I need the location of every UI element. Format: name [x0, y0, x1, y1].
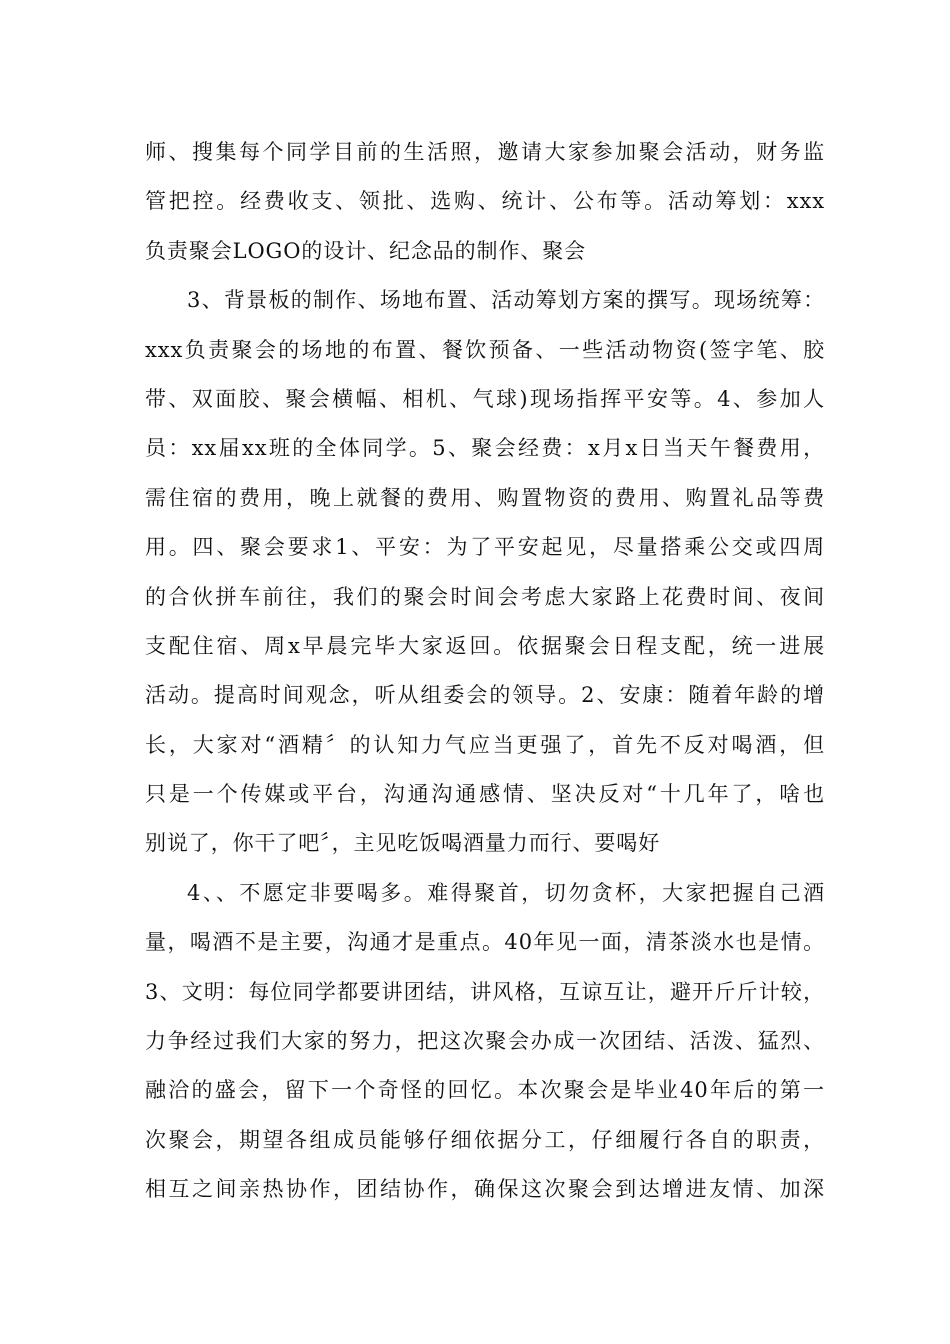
text-line: 3、背景板的制作、场地布置、活动筹划方案的撰写。现场统筹：	[187, 288, 825, 313]
text-line: 4、、不愿定非要喝多。难得聚首，切勿贪杯，大家把握自己酒	[187, 880, 825, 905]
text-line: 3、文明：每位同学都要讲团结，讲风格，互谅互让，避开斤斤计较，	[145, 979, 825, 1004]
text-line: 的合伙拼车前往，我们的聚会时间会考虑大家路上花费时间、夜间	[145, 584, 825, 609]
text-line: 量，喝酒不是主要，沟通才是重点。40年见一面，清茶淡水也是情。	[145, 930, 825, 955]
text-line: xxx负责聚会的场地的布置、餐饮预备、一些活动物资(签字笔、胶	[145, 337, 825, 362]
text-line: 力争经过我们大家的努力，把这次聚会办成一次团结、活泼、猛烈、	[145, 1029, 825, 1054]
text-line: 管把控。经费收支、领批、选购、统计、公布等。活动筹划：xxx	[145, 189, 825, 214]
text-line: 需住宿的费用，晚上就餐的费用、购置物资的费用、购置礼品等费	[145, 485, 825, 510]
text-line: 别说了，你干了吧〞，主见吃饭喝酒量力而行、要喝好	[145, 831, 661, 856]
text-line: 长，大家对“酒精〞的认知力气应当更强了，首先不反对喝酒，但	[145, 732, 825, 757]
text-line: 师、搜集每个同学目前的生活照，邀请大家参加聚会活动，财务监	[145, 140, 825, 164]
text-line: 活动。提高时间观念，听从组委会的领导。2、安康：随着年龄的增	[145, 683, 825, 708]
text-line: 融洽的盛会，留下一个奇怪的回忆。本次聚会是毕业40年后的第一	[145, 1078, 825, 1103]
text-line: 次聚会，期望各组成员能够仔细依据分工，仔细履行各自的职责，	[145, 1127, 825, 1152]
text-line: 相互之间亲热协作，团结协作，确保这次聚会到达增进友情、加深	[145, 1177, 825, 1202]
text-line: 负责聚会LOGO的设计、纪念品的制作、聚会	[145, 238, 587, 263]
text-line: 员：xx届xx班的全体同学。5、聚会经费：x月x日当天午餐费用，	[145, 436, 825, 461]
text-line: 只是一个传媒或平台，沟通沟通感情、坚决反对“十几年了，啥也	[145, 782, 825, 807]
text-line: 用。四、聚会要求1、平安：为了平安起见，尽量搭乘公交或四周	[145, 535, 825, 560]
body-text	[145, 128, 825, 1215]
text-line: 支配住宿、周x早晨完毕大家返回。依据聚会日程支配，统一进展	[145, 633, 825, 658]
text-line: 带、双面胶、聚会横幅、相机、气球)现场指挥平安等。4、参加人	[145, 386, 825, 411]
